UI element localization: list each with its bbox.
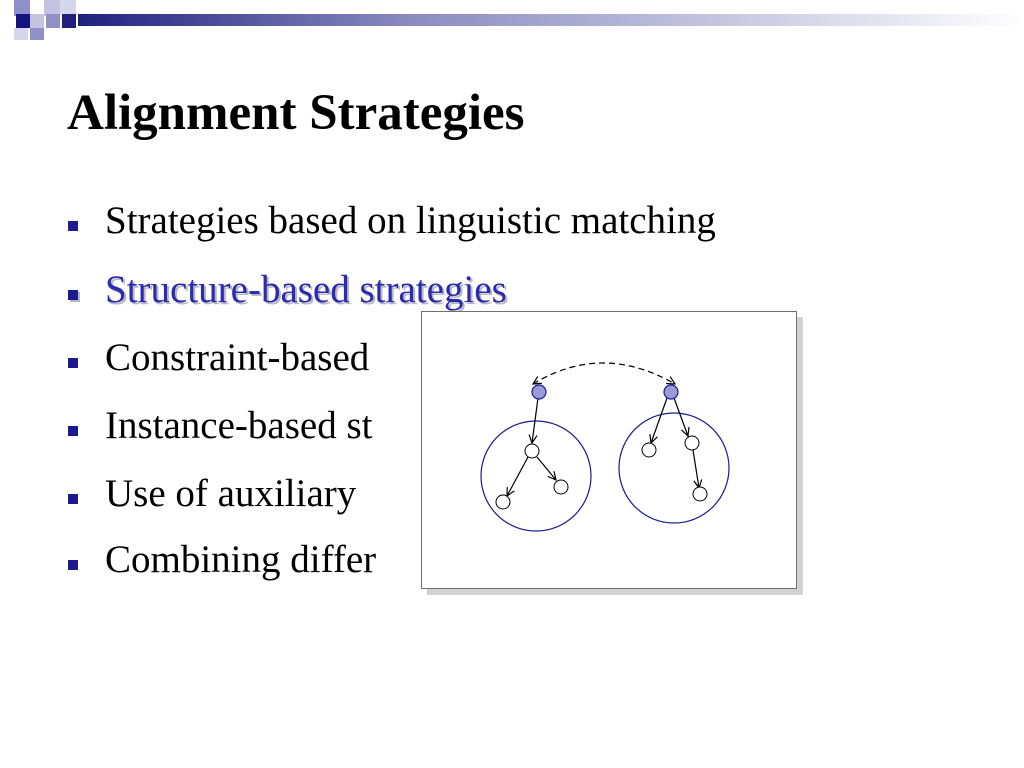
tree-alignment-diagram (422, 312, 796, 588)
left-root-node (532, 385, 546, 399)
left-leaf-node (554, 480, 568, 494)
bullet-text: Use of auxiliary (105, 472, 357, 515)
bullet-square-icon (68, 494, 78, 504)
left-subtree-circle (481, 421, 591, 531)
bullet-text-highlighted: Structure-based strategies (105, 268, 507, 311)
slide-title: Alignment Strategies (67, 85, 525, 141)
bullet-square-icon (68, 560, 78, 570)
bullet-square-icon (68, 358, 78, 368)
right-child-node (685, 436, 699, 450)
left-leaf-node (496, 495, 510, 509)
bullet-text: Combining differ (105, 538, 377, 581)
right-subtree-circle (619, 413, 729, 523)
bullet-text: Strategies based on linguistic matching (105, 199, 716, 242)
bullet-text: Instance-based st (105, 404, 373, 447)
right-root-node (664, 385, 678, 399)
right-child-node (642, 443, 656, 457)
right-leaf-node (693, 487, 707, 501)
left-child-node (525, 444, 539, 458)
bullet-square-icon (68, 290, 78, 300)
structure-diagram-figure (421, 311, 797, 589)
bullet-square-icon (68, 221, 78, 231)
bullet-square-icon (68, 426, 78, 436)
bullet-text: Constraint-based (105, 336, 370, 379)
alignment-dashed-arrow (533, 363, 675, 384)
slide-header-decoration (0, 0, 1024, 40)
